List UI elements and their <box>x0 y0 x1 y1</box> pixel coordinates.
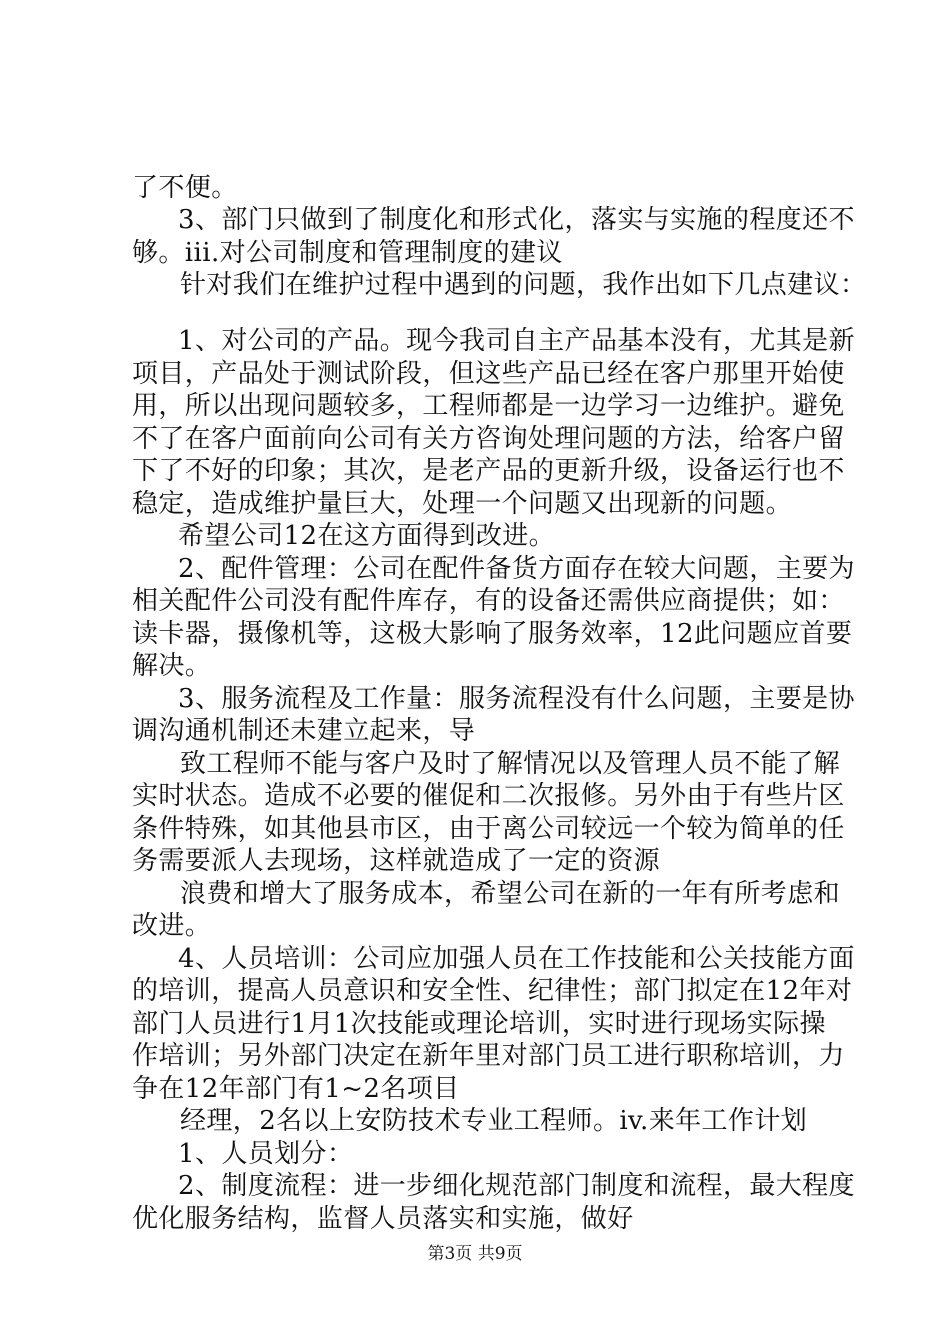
text-line: 针对我们在维护过程中遇到的问题，我作出如下几点建议： <box>180 270 867 300</box>
text-line: 3、部门只做到了制度化和形式化，落实与实施的程度还不 <box>178 205 855 235</box>
text-line: 改进。 <box>132 911 212 941</box>
text-line: 部门人员进行1月1次技能或理论培训，实时进行现场实际操 <box>132 1009 826 1039</box>
text-line: 希望公司12在这方面得到改进。 <box>178 521 556 551</box>
text-line: 稳定，造成维护量巨大，处理一个问题又出现新的问题。 <box>132 489 793 519</box>
text-line: 1、对公司的产品。现今我司自主产品基本没有，尤其是新 <box>178 326 855 356</box>
text-line: 调沟通机制还未建立起来，导 <box>132 716 476 746</box>
text-line: 了不便。 <box>132 173 238 203</box>
text-line: 用，所以出现问题较多，工程师都是一边学习一边维护。避免 <box>132 391 845 421</box>
text-line: 解决。 <box>132 651 212 681</box>
text-line: 的培训，提高人员意识和安全性、纪律性；部门拟定在12年对 <box>132 976 853 1006</box>
text-line: 3、服务流程及工作量：服务流程没有什么问题，主要是协 <box>178 684 855 714</box>
text-line: 4、人员培训：公司应加强人员在工作技能和公关技能方面 <box>178 944 855 974</box>
text-line: 致工程师不能与客户及时了解情况以及管理人员不能了解 <box>180 749 841 779</box>
text-line: 条件特殊，如其他县市区，由于离公司较远一个较为简单的任 <box>132 814 845 844</box>
text-line: 务需要派人去现场，这样就造成了一定的资源 <box>132 846 661 876</box>
text-line: 2、制度流程：进一步细化规范部门制度和流程，最大程度 <box>178 1171 855 1201</box>
text-line: 2、配件管理：公司在配件备货方面存在较大问题，主要为 <box>178 554 855 584</box>
text-line: 实时状态。造成不必要的催促和二次报修。另外由于有些片区 <box>132 781 845 811</box>
text-line: 争在12年部门有1~2名项目 <box>132 1074 460 1104</box>
text-line: 1、人员划分： <box>178 1139 354 1169</box>
text-line: 经理，2名以上安防技术专业工程师。iv.来年工作计划 <box>180 1106 808 1136</box>
text-line: 优化服务结构，监督人员落实和实施，做好 <box>132 1204 634 1234</box>
text-line: 够。iii.对公司制度和管理制度的建议 <box>132 238 563 268</box>
text-line: 作培训；另外部门决定在新年里对部门员工进行职称培训，力 <box>132 1041 845 1071</box>
text-line: 相关配件公司没有配件库存，有的设备还需供应商提供；如： <box>132 586 845 616</box>
text-line: 不了在客户面前向公司有关方咨询处理问题的方法，给客户留 <box>132 424 845 454</box>
text-line: 读卡器，摄像机等，这极大影响了服务效率，12此问题应首要 <box>132 619 853 649</box>
text-line: 项目，产品处于测试阶段，但这些产品已经在客户那里开始使 <box>132 359 845 389</box>
text-line: 下了不好的印象；其次，是老产品的更新升级，设备运行也不 <box>132 456 845 486</box>
text-line: 浪费和增大了服务成本，希望公司在新的一年有所考虑和 <box>180 879 841 909</box>
page-footer: 第3页 共9页 <box>427 1244 523 1264</box>
